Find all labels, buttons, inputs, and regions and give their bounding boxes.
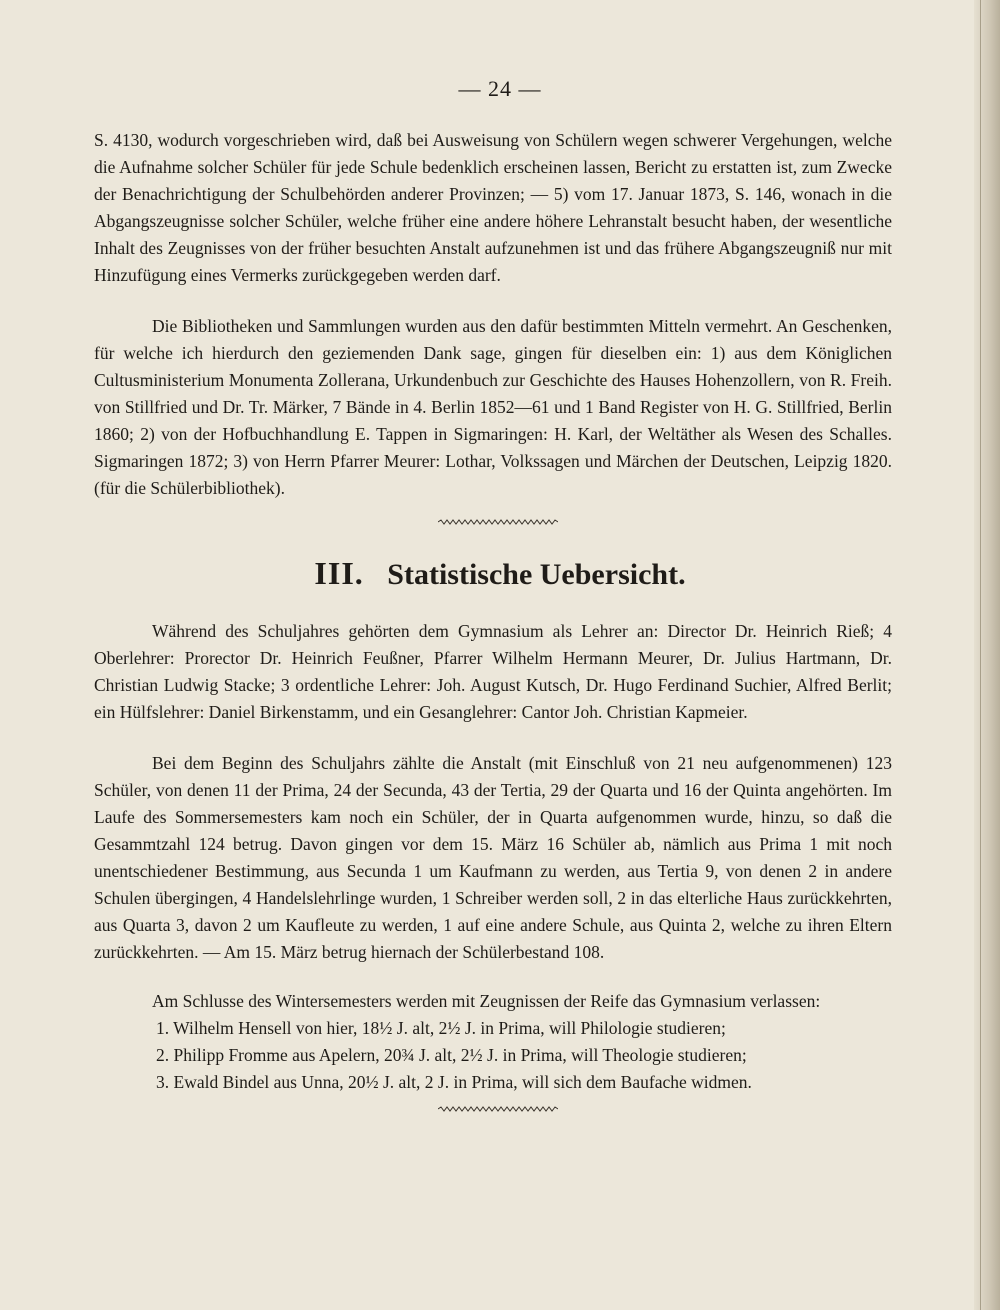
paragraph-student-statistics: Bei dem Beginn des Schuljahrs zählte die Anstalt (mit Einschluß von 21 neu aufgenommenen) 123 Schüler, von denen 11 der Prima, 24 der Secunda, 43 der Tertia, 29 der Quarta und 16 der Quinta angehörten. Im Laufe des Sommersemesters kam noch ein Schüler, der in Quarta aufgenommen wurde, hinzu, so daß die Gesammtzahl 124 betrug. Davon gingen vor dem 15. März 16 Schüler ab, nämlich aus Prima 1 mit noch unentschiedener Bestimmung, aus Secunda 1 um Kaufmann zu werden, aus Tertia 9, von denen 2 in andere Schulen übergingen, 4 Handelslehrlinge wurden, 1 Schreiber werden soll, 2 in das elterliche Haus zurückkehrten, aus Quarta 3, davon 2 um Kaufleute zu werden, 1 auf eine andere Schule, aus Quinta 2, welche zu ihren Eltern zurückkehrten. — Am 15. März betrug hiernach der Schülerbestand 108. <box>94 753 892 962</box>
section-heading <box>0 555 1000 592</box>
section-numeral: III. <box>314 555 364 591</box>
section-title: Statistische Uebersicht. <box>387 558 686 591</box>
list-item: 3. Ewald Bindel aus Unna, 20½ J. alt, 2 J. in Prima, will sich dem Baufache widmen. <box>156 1072 752 1092</box>
paragraph-teachers: Während des Schuljahres gehörten dem Gymnasium als Lehrer an: Director Dr. Heinrich Rieß; 4 Oberlehrer: Prorector Dr. Heinrich Feußner, Pfarrer Wilhelm Hermann Meurer, Dr. Julius Hartmann, Dr. Christian Ludwig Stacke; 3 ordentliche Lehrer: Joh. August Kutsch, Dr. Hugo Ferdinand Suchier, Alfred Berlit; ein Hülfslehrer: Daniel Birkenstamm, und ein Gesanglehrer: Cantor Joh. Christian Kapmeier. <box>94 621 892 722</box>
paragraph-regulations: S. 4130, wodurch vorgeschrieben wird, daß bei Ausweisung von Schülern wegen schwerer Vergehungen, welche die Aufnahme solcher Schüler für jede Schule bedenklich erscheinen lassen, Bericht zu erstatten ist, zum Zwecke der Benachrichtigung der Schulbehörden anderer Provinzen; — 5) vom 17. Januar 1873, S. 146, wonach in die Abgangszeugnisse solcher Schüler, welche früher eine andere höhere Lehranstalt besucht haben, der wesentliche Inhalt des Zeugnisses von der früher besuchten Anstalt aufzunehmen ist und das frühere Abgangszeugniß nur mit Hinzufügung eines Vermerks zurückgegeben werden darf. <box>94 130 892 285</box>
paragraph-library-donations: Die Bibliotheken und Sammlungen wurden aus den dafür bestimmten Mitteln vermehrt. An Geschenken, für welche ich hierdurch den geziemenden Dank sage, gingen für dieselben ein: 1) aus dem Königlichen Cultusministerium Monumenta Zollerana, Urkundenbuch zur Geschichte des Hauses Hohenzollern, von R. Freih. von Stillfried und Dr. Tr. Märker, 7 Bände in 4. Berlin 1852—61 und 1 Band Register von H. G. Stillfried, Berlin 1860; 2) von der Hofbuchhandlung E. Tappen in Sigmaringen: H. Karl, der Weltäther als Wesen des Schalles. Sigmaringen 1872; 3) von Herrn Pfarrer Meurer: Lothar, Volkssagen und Märchen der Deutschen, Leipzig 1820. (für die Schülerbibliothek). <box>94 316 892 498</box>
book-spine-shadow <box>974 0 1000 1310</box>
graduates-list <box>156 1015 898 1096</box>
list-item: 1. Wilhelm Hensell von hier, 18½ J. alt, 2½ J. in Prima, will Philologie studieren; <box>156 1018 726 1038</box>
list-item: 2. Philipp Fromme aus Apelern, 20¾ J. alt, 2½ J. in Prima, will Theologie studieren; <box>156 1045 747 1065</box>
decorative-rule-top <box>438 519 558 525</box>
decorative-rule-bottom <box>438 1106 558 1112</box>
page-number: — 24 — <box>458 76 542 101</box>
paragraph-graduation-intro: Am Schlusse des Wintersemesters werden mit Zeugnissen der Reife das Gymnasium verlassen: <box>152 991 821 1011</box>
